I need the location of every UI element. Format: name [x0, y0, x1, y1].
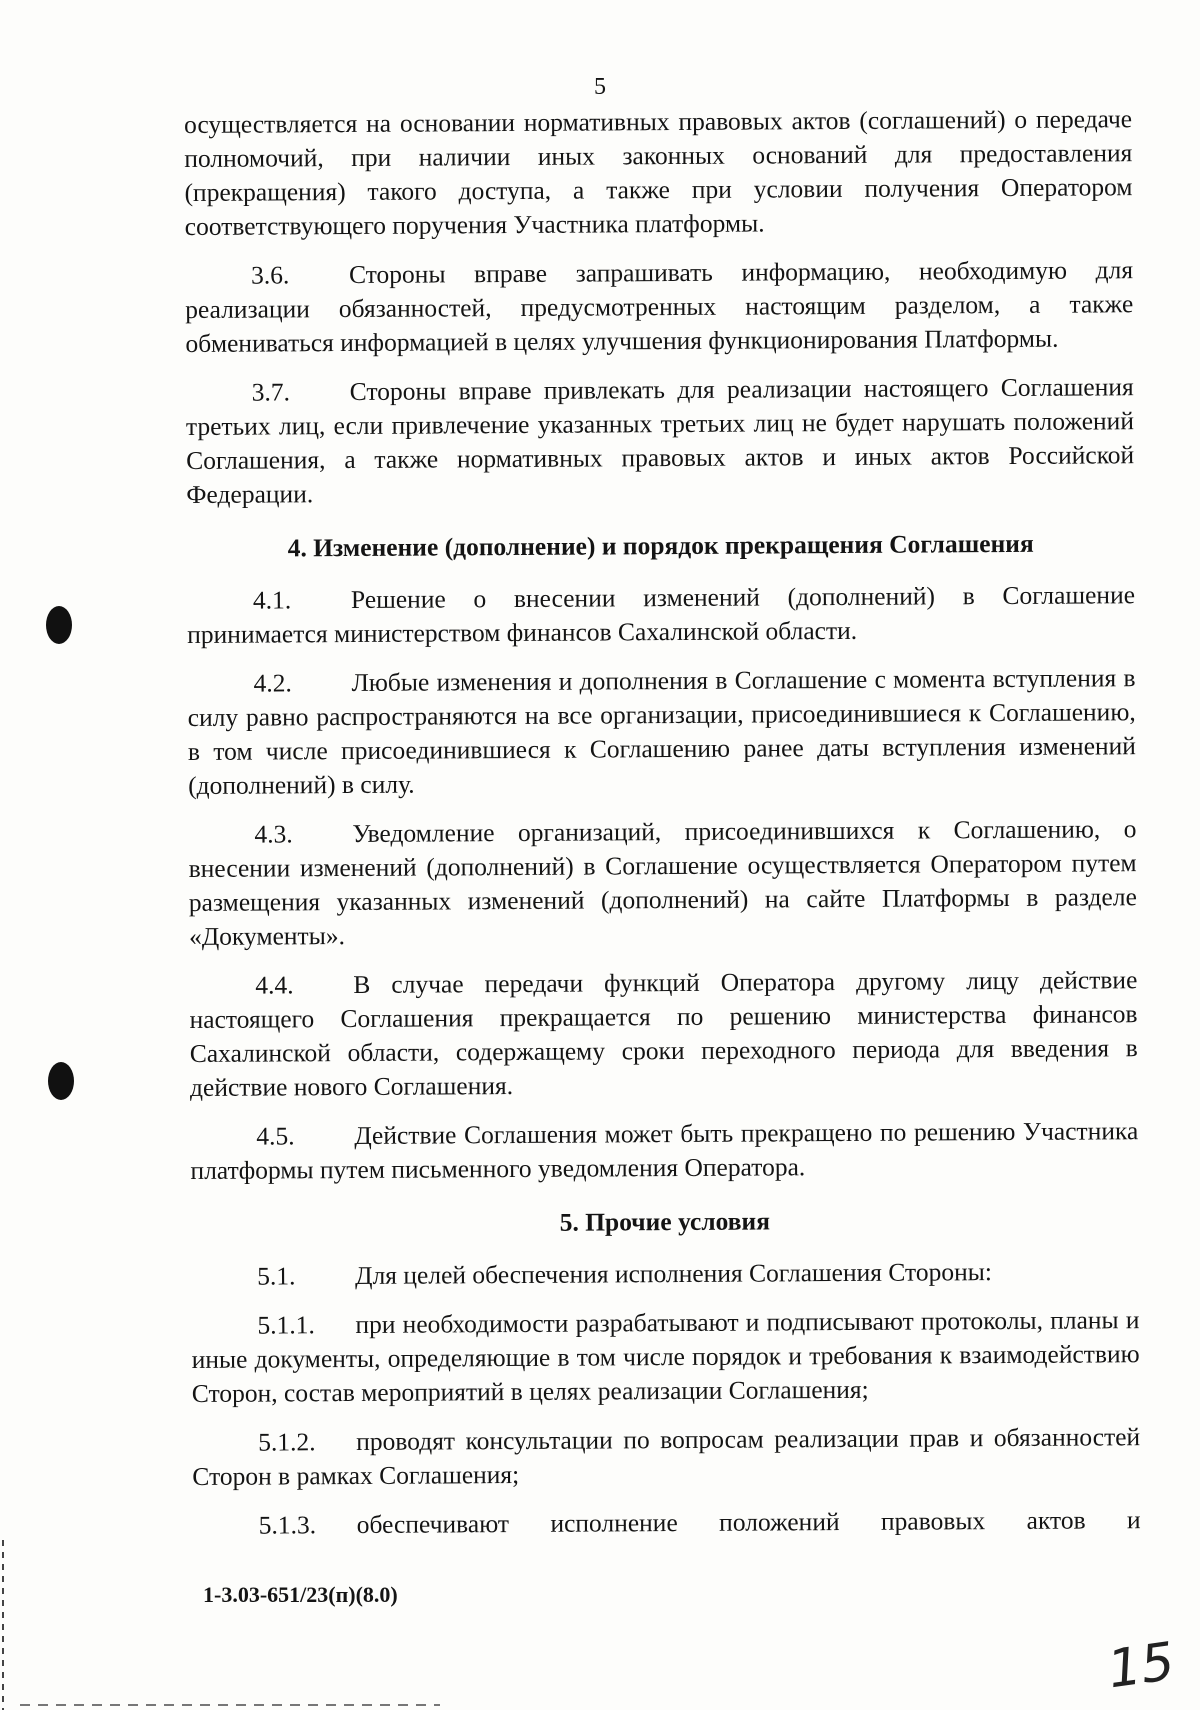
scan-edge-mark [20, 1704, 440, 1706]
clause-text: В случае передачи функций Оператора другому лицу действие настоящего Соглашения прекращается по решению министерства финансов Сахалинской области, содержащему сроки переходного периода для введения в действие нового Соглашения. [189, 965, 1138, 1102]
document-code: 1-3.03-651/23(п)(8.0) [203, 1582, 398, 1607]
punch-hole [46, 606, 72, 644]
page-number: 5 [594, 74, 606, 100]
handwritten-sheet-number: 15 [1104, 1631, 1179, 1701]
clause-text: Уведомление организаций, присоединившихся к Соглашению, о внесении изменений (дополнений) в Соглашение осуществляется Оператором путем размещения указанных изменений (дополнений) на сайте Платформы в разделе «Документы». [188, 814, 1137, 951]
clause-4-5 [190, 1114, 1138, 1188]
clause-number: 4.3. [254, 819, 293, 849]
clause-3-6 [185, 253, 1134, 361]
scan-edge-mark [2, 1540, 4, 1710]
clause-number: 5.1.1. [257, 1310, 315, 1340]
clause-text: проводят консультации по вопросам реализации прав и обязанностей Сторон в рамках Соглашения; [192, 1422, 1141, 1491]
clause-5-1-1 [191, 1303, 1140, 1411]
clause-text: Для целей обеспечения исполнения Соглашения Стороны: [355, 1257, 993, 1290]
document-body [184, 102, 1141, 1558]
clause-text: Стороны вправе привлекать для реализации настоящего Соглашения третьих лиц, если привлечение указанных третьих лиц не будет нарушать положений Соглашения, а также нормативных правовых актов и иных актов Российской Федерации. [185, 372, 1135, 509]
clause-4-2 [187, 661, 1136, 803]
clause-text: Действие Соглашения может быть прекращено по решению Участника платформы путем письменного уведомления Оператора. [190, 1116, 1139, 1185]
clause-text: обеспечивают исполнение положений правовых актов и [356, 1505, 1141, 1539]
clause-5-1 [191, 1254, 1139, 1294]
clause-text: Любые изменения и дополнения в Соглашение с момента вступления в силу равно распространяются на все организации, присоединившиеся к Соглашению, в том числе присоединившиеся к Соглашению ранее даты вступления изменений (дополнений) в силу. [187, 663, 1137, 800]
clause-text: Решение о внесении изменений (дополнений) в Соглашение принимается министерством финансов Сахалинской области. [187, 580, 1136, 649]
clause-4-1 [187, 578, 1135, 652]
clause-4-4 [189, 963, 1138, 1105]
clause-5-1-2 [192, 1420, 1140, 1494]
clause-number: 3.7. [251, 377, 291, 407]
clause-number: 4.2. [253, 668, 292, 698]
clause-number: 4.4. [255, 970, 294, 1000]
clause-number: 4.1. [252, 585, 292, 615]
clause-text: Стороны вправе запрашивать информацию, необходимую для реализации обязанностей, предусмотренных настоящим разделом, а также обмениваться информацией в целях улучшения функционирования Платформы. [185, 255, 1134, 358]
clause-number: 5.1. [257, 1261, 296, 1291]
clause-text: при необходимости разрабатывают и подписывают протоколы, планы и иные документы, определяющие в том числе порядок и требования к взаимодействию Сторон, состав мероприятий в целях реализации Соглашения; [191, 1305, 1140, 1408]
clause-4-3 [188, 812, 1137, 954]
clause-number: 5.1.3. [258, 1510, 317, 1540]
punch-hole [48, 1062, 74, 1100]
clause-3-7 [186, 370, 1135, 512]
clause-number: 5.1.2. [258, 1427, 316, 1457]
section-5-heading: 5. Прочие условия [559, 1206, 771, 1237]
clause-number: 3.6. [250, 260, 290, 290]
section-4-heading: 4. Изменение (дополнение) и порядок прекращения Соглашения [287, 528, 1034, 563]
intro-paragraph: осуществляется на основании нормативных правовых актов (соглашений) о передаче полномочий, при наличии иных законных оснований для предоставления (прекращения) такого доступа, а также при условии получения Оператором соответствующего поручения Участника платформы. [184, 104, 1133, 241]
clause-5-1-3 [193, 1503, 1141, 1543]
clause-number: 4.5. [256, 1121, 295, 1151]
